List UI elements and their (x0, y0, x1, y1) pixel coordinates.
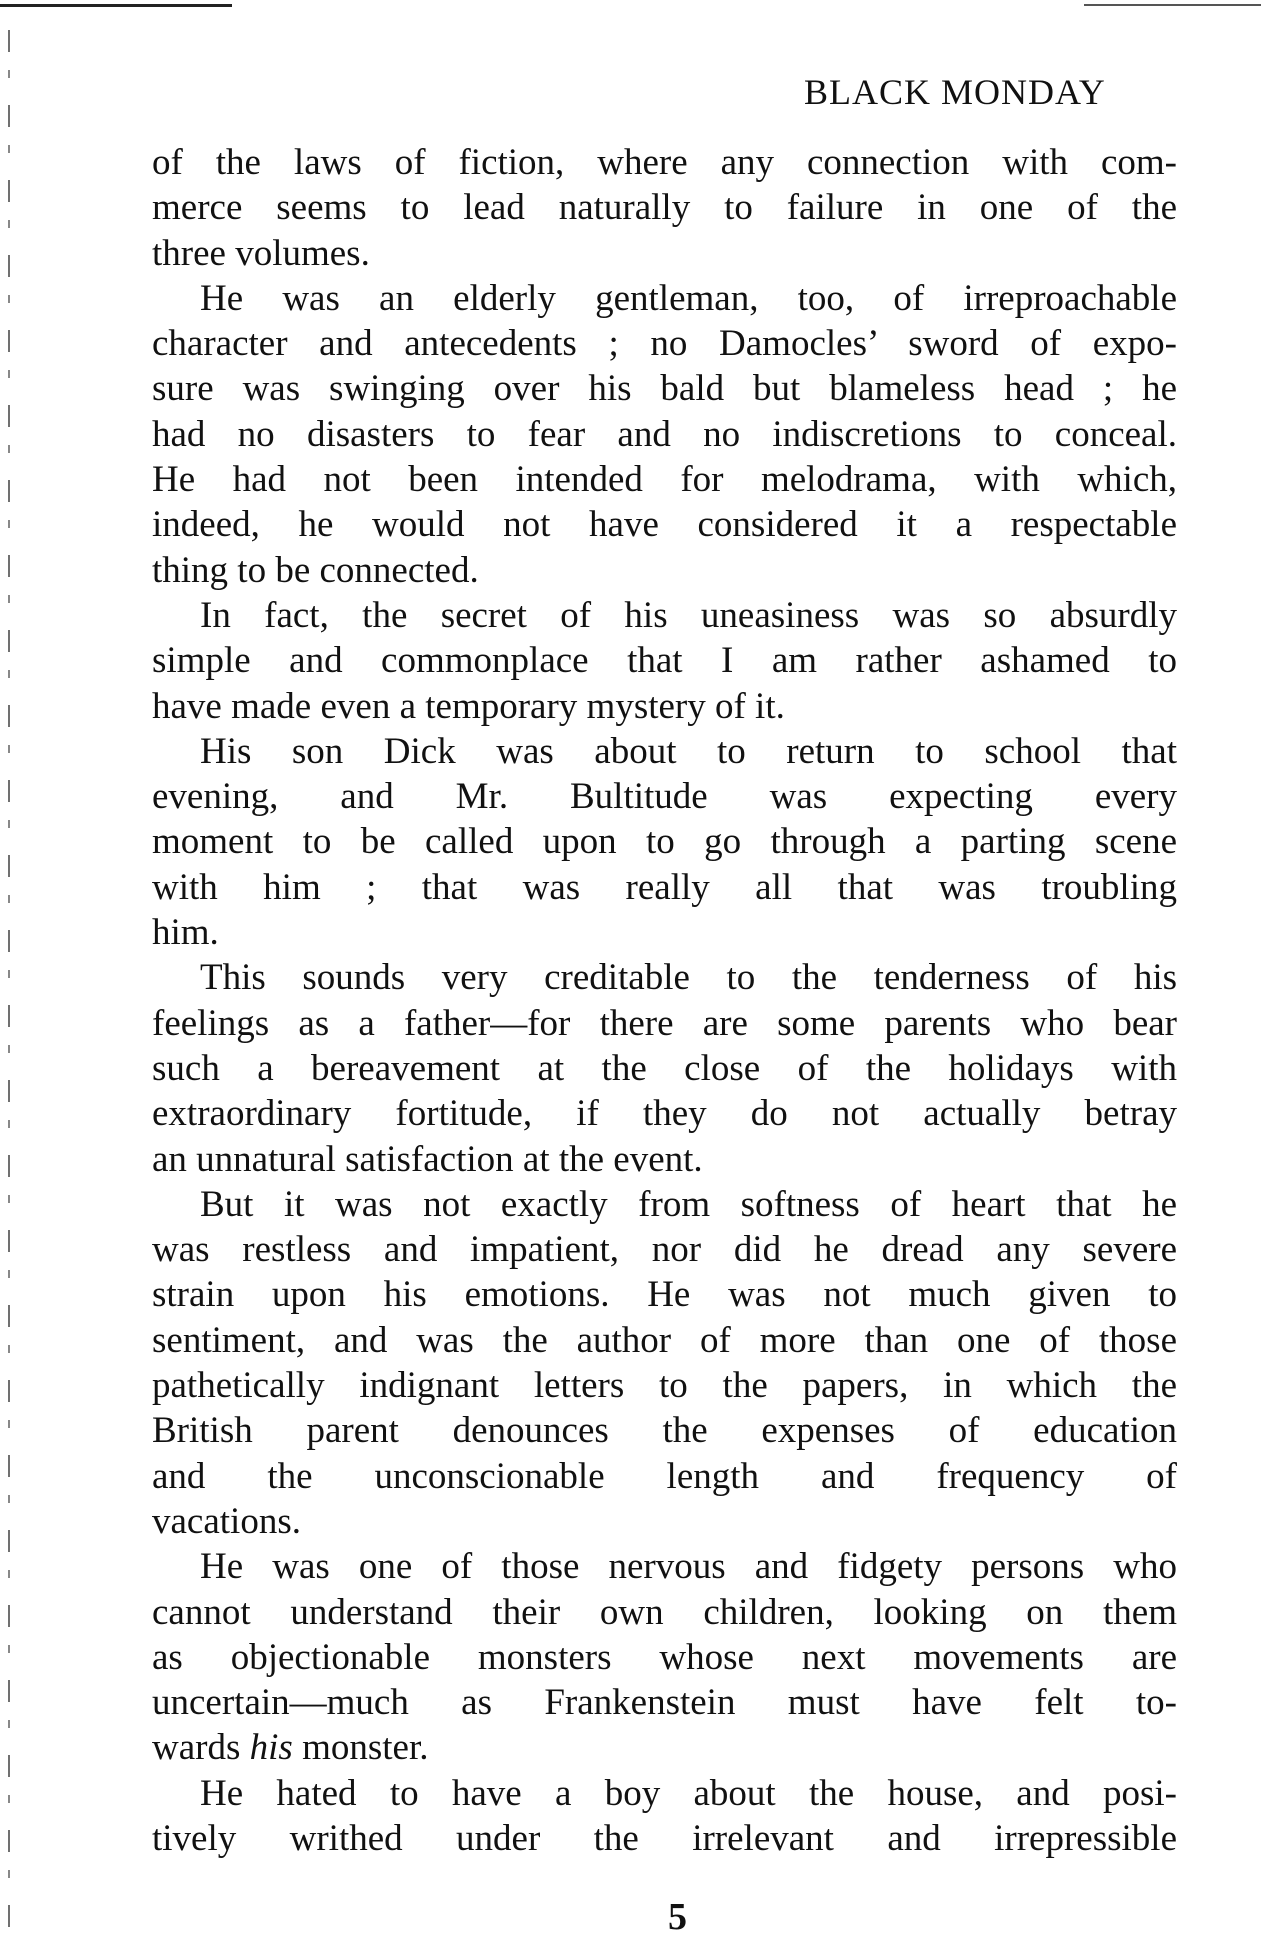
text-line: of the laws of fiction, where any connection with com- (152, 142, 1177, 183)
body-text (152, 140, 1177, 1861)
text-line: evening, and Mr. Bultitude was expecting every (152, 776, 1177, 818)
text-line: sentiment, and was the author of more than one of those (152, 1319, 1177, 1361)
text-line: He was an elderly gentleman, too, of irreproachable (200, 277, 1177, 319)
text-line: feelings as a father—for there are some parents who bear (152, 1002, 1177, 1044)
text-line: He was one of those nervous and fidgety persons who (200, 1546, 1177, 1588)
binding-edge-mark (8, 30, 10, 1930)
text-line: uncertain—much as Frankenstein must have felt to- (152, 1682, 1177, 1724)
text-line: character and antecedents ; no Damocles’ sword of expo- (152, 323, 1177, 365)
text-line: indeed, he would not have considered it a respectable (152, 504, 1177, 546)
text-line: with him ; that was really all that was troubling (152, 866, 1177, 908)
text-line: cannot understand their own children, looking on them (152, 1591, 1177, 1633)
text-line: strain upon his emotions. He was not much given to (152, 1274, 1177, 1316)
running-head: BLACK MONDAY (804, 72, 1106, 112)
page-number: 5 (668, 1896, 687, 1938)
text-line: He hated to have a boy about the house, and posi- (200, 1772, 1177, 1814)
text-line: such a bereavement at the close of the holidays with (152, 1047, 1177, 1089)
text-line: In fact, the secret of his uneasiness was so absurdly (200, 594, 1177, 636)
text-line: sure was swinging over his bald but blameless head ; he (152, 368, 1177, 410)
text-line: extraordinary fortitude, if they do not actually betray (152, 1093, 1177, 1135)
text-line: and the unconscionable length and frequency of (152, 1455, 1177, 1497)
text-line: British parent denounces the expenses of education (152, 1410, 1177, 1452)
text-line: had no disasters to fear and no indiscretions to conceal. (152, 413, 1177, 455)
text-line: But it was not exactly from softness of heart that he (200, 1183, 1177, 1225)
text-line: vacations. (152, 1500, 301, 1542)
text-line: His son Dick was about to return to school that (200, 730, 1177, 772)
top-rule-right (1084, 4, 1261, 6)
top-rule-left (0, 4, 232, 7)
text-line: moment to be called upon to go through a parting scene (152, 821, 1177, 863)
text-line: merce seems to lead naturally to failure in one of the (152, 187, 1177, 229)
text-line: wards his monster. (152, 1727, 429, 1769)
text-line: an unnatural satisfaction at the event. (152, 1138, 703, 1180)
text-line: have made even a temporary mystery of it. (152, 685, 785, 727)
text-line: tively writhed under the irrelevant and irrepressible (152, 1817, 1177, 1859)
text-line: thing to be connected. (152, 549, 479, 591)
text-line: three volumes. (152, 232, 370, 274)
text-line: He had not been intended for melodrama, with which, (152, 459, 1177, 501)
text-line: as objectionable monsters whose next movements are (152, 1636, 1177, 1678)
text-line: was restless and impatient, nor did he dread any severe (152, 1229, 1177, 1271)
text-line: simple and commonplace that I am rather ashamed to (152, 640, 1177, 682)
text-line: him. (152, 912, 219, 954)
text-line: This sounds very creditable to the tenderness of his (200, 957, 1177, 999)
text-line: pathetically indignant letters to the papers, in which the (152, 1365, 1177, 1407)
emphasis: his (249, 1727, 293, 1769)
